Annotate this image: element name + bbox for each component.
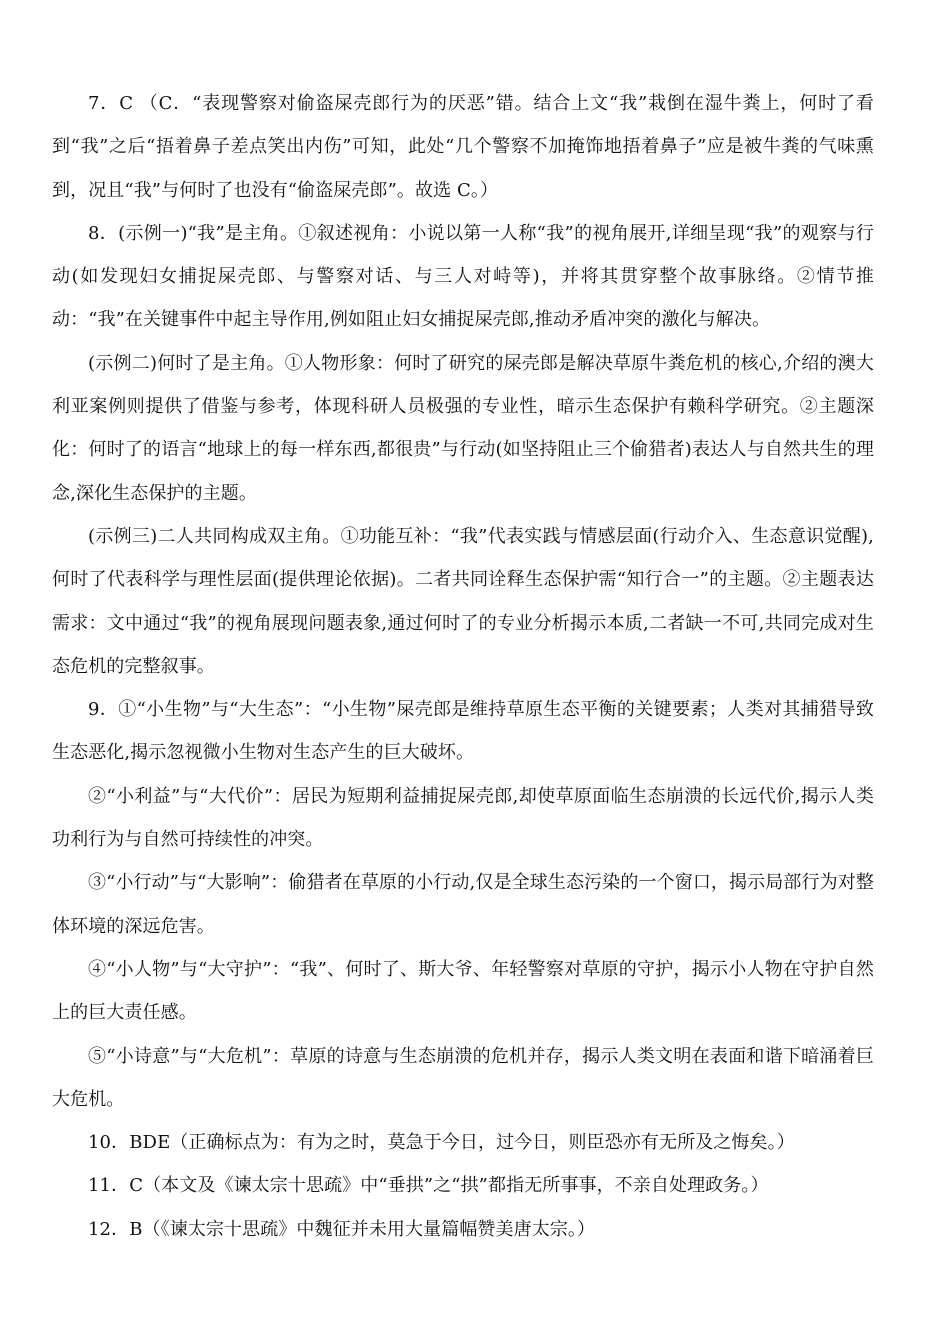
answer-12: 12．B（《谏太宗十思疏》中魏征并未用大量篇幅赞美唐太宗。）	[88, 1218, 596, 1240]
answer-10: 10．BDE（正确标点为：有为之时，莫急于今日，过今日，则臣恐亦有无所及之悔矣。）	[88, 1132, 795, 1154]
answer-8-example-1: 8．(示例一)“我”是主角。①叙述视角：小说以第一人称“我”的视角展开,详细呈现“我”的观察与行动(如发现妇女捕捉屎壳郎、与警察对话、与三人对峙等)，并将其贯穿整个故事脉络。②情节推动：“我”在关键事件中起主导作用,例如阻止妇女捕捉屎壳郎,推动矛盾冲突的激化与解决。	[52, 222, 874, 331]
answer-9-point-2: ②“小利益”与“大代价”：居民为短期利益捕捉屎壳郎,却使草原面临生态崩溃的长远代价,揭示人类功利行为与自然可持续性的冲突。	[52, 785, 874, 851]
answer-document	[52, 82, 874, 1251]
answer-9-point-3: ③“小行动”与“大影响”：偷猎者在草原的小行动,仅是全球生态污染的一个窗口，揭示局部行为对整体环境的深远危害。	[52, 872, 874, 937]
answer-8-example-2: (示例二)何时了是主角。①人物形象：何时了研究的屎壳郎是解决草原牛粪危机的核心,介绍的澳大利亚案例则提供了借鉴与参考，体现科研人员极强的专业性，暗示生态保护有赖科学研究。②主题深化：何时了的语言“地球上的每一样东西,都很贵”与行动(如坚持阻止三个偷猎者)表达人与自然共生的理念,深化生态保护的主题。	[52, 352, 874, 504]
answer-9-point-1: 9．①“小生物”与“大生态”：“小生物”屎壳郎是维持草原生态平衡的关键要素；人类对其捕猎导致生态恶化,揭示忽视微小生物对生态产生的巨大破坏。	[52, 699, 874, 764]
answer-9-point-5: ⑤“小诗意”与“大危机”：草原的诗意与生态崩溃的危机并存，揭示人类文明在表面和谐下暗涌着巨大危机。	[52, 1045, 874, 1110]
answer-9-point-4: ④“小人物”与“大守护”：“我”、何时了、斯大爷、年轻警察对草原的守护，揭示小人物在守护自然上的巨大责任感。	[52, 958, 874, 1024]
answer-7: 7．C （C．“表现警察对偷盗屎壳郎行为的厌恶”错。结合上文“我”栽倒在湿牛粪上，何时了看到“我”之后“捂着鼻子差点笑出内伤”可知，此处“几个警察不加掩饰地捂着鼻子”应是被牛粪的气味熏到，况且“我”与何时了也没有“偷盗屎壳郎”。故选 C。）	[52, 93, 874, 201]
answer-8-example-3: (示例三)二人共同构成双主角。①功能互补：“我”代表实践与情感层面(行动介入、生态意识觉醒),何时了代表科学与理性层面(提供理论依据)。二者共同诠释生态保护需“知行合一”的主题。②主题表达需求：文中通过“我”的视角展现问题表象,通过何时了的专业分析揭示本质,二者缺一不可,共同完成对生态危机的完整叙事。	[52, 525, 874, 677]
answer-11: 11．C（本文及《谏太宗十思疏》中“垂拱”之“拱”都指无所事事，不亲自处理政务。）	[88, 1175, 769, 1197]
